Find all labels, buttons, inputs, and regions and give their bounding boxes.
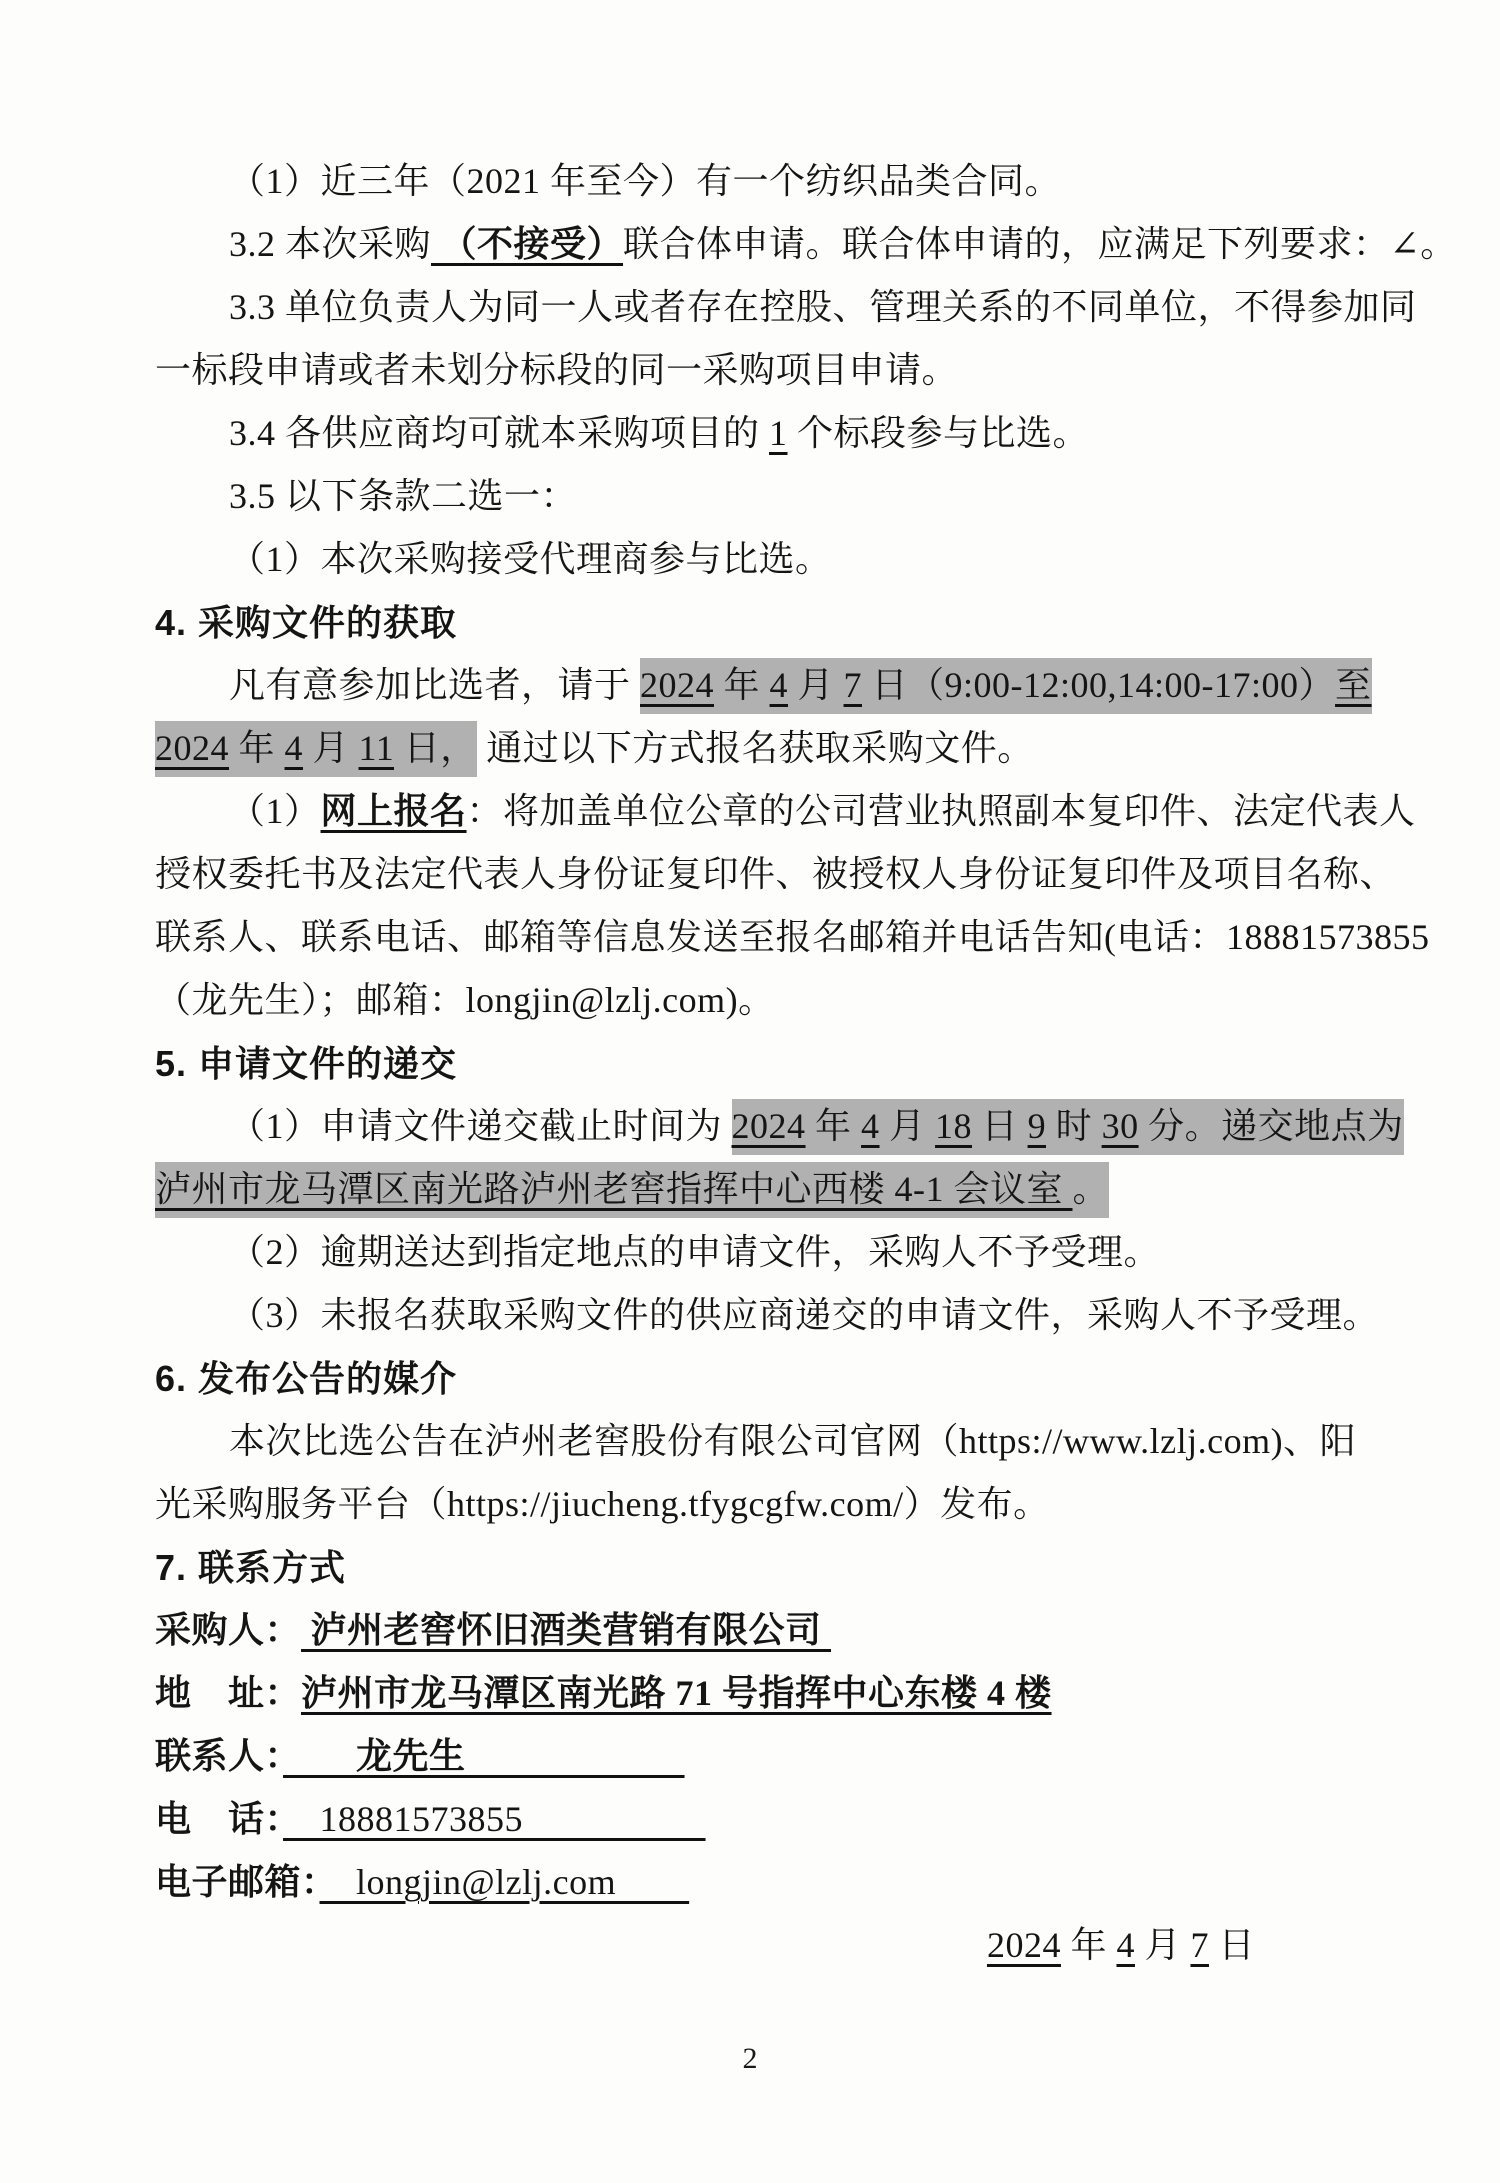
text-segment: 日（9:00-12:00,14:00-17:00） bbox=[862, 658, 1335, 714]
clause-3-2 bbox=[155, 213, 1457, 276]
contact-email bbox=[155, 1851, 1355, 1914]
text-segment: 泸州老窖怀旧酒类营销有限公司 bbox=[301, 1610, 832, 1650]
contact-purchaser bbox=[155, 1599, 1355, 1662]
text-segment: longjin@lzlj.com bbox=[319, 1862, 690, 1902]
text-segment: 月 bbox=[1134, 1925, 1191, 1965]
text-segment: 电 话： bbox=[155, 1799, 284, 1839]
section-4-heading bbox=[155, 591, 1355, 654]
section-4-line-1 bbox=[155, 654, 1372, 717]
text-segment: （1） bbox=[229, 791, 321, 831]
text-segment: 4. 采购文件的获取 bbox=[155, 602, 458, 643]
text-segment: （1）本次采购接受代理商参与比选。 bbox=[229, 539, 832, 579]
text-segment: （不接受） bbox=[431, 224, 624, 264]
text-segment: （1）申请文件递交截止时间为 bbox=[229, 1106, 732, 1146]
text-segment: 本次比选公告在泸州老窖股份有限公司官网（https://www.lzlj.com)、阳 bbox=[229, 1421, 1357, 1461]
clause-3-5-option-1 bbox=[155, 528, 1355, 591]
section-6-heading bbox=[155, 1347, 1355, 1410]
text-segment: 联系人、联系电话、邮箱等信息发送至报名邮箱并电话告知(电话：18881573855 bbox=[155, 917, 1430, 957]
text-segment: 年 bbox=[1060, 1925, 1117, 1965]
section-6-line-2 bbox=[155, 1473, 1355, 1536]
section-5-item-2 bbox=[155, 1221, 1355, 1284]
text-segment: 日 bbox=[972, 1099, 1028, 1155]
document-body bbox=[155, 150, 1457, 1977]
text-segment: 2024 bbox=[640, 658, 714, 714]
section-5-item-3 bbox=[155, 1284, 1380, 1347]
text-segment: 网上报名 bbox=[320, 791, 467, 831]
text-segment: 年 bbox=[806, 1099, 862, 1155]
clause-3-3-line-2 bbox=[155, 339, 1355, 402]
text-segment: 18 bbox=[935, 1099, 972, 1155]
text-segment: 3.2 本次采购 bbox=[229, 224, 432, 264]
text-segment: 个标段参与比选。 bbox=[787, 413, 1090, 453]
text-segment: 。 bbox=[1420, 224, 1457, 264]
text-segment: 2024 bbox=[155, 721, 229, 777]
text-segment: 日 bbox=[1208, 1925, 1255, 1965]
text-segment: 联合体申请。联合体申请的，应满足下列要求： bbox=[623, 224, 1390, 264]
text-segment: 。 bbox=[1073, 1162, 1110, 1218]
clause-list-item-1 bbox=[155, 150, 1355, 213]
text-segment: 年 bbox=[229, 721, 285, 777]
text-segment: （龙先生）；邮箱：longjin@lzlj.com)。 bbox=[155, 980, 775, 1020]
text-segment: （2）逾期送达到指定地点的申请文件，采购人不予受理。 bbox=[229, 1232, 1161, 1272]
registration-line-1 bbox=[155, 780, 1416, 843]
clause-3-4 bbox=[155, 402, 1355, 465]
text-segment: 通过以下方式报名获取采购文件。 bbox=[476, 728, 1034, 768]
text-segment: 采购人： bbox=[155, 1610, 302, 1650]
text-segment: 3.3 单位负责人为同一人或者存在控股、管理关系的不同单位，不得参加同 bbox=[229, 287, 1417, 327]
section-5-heading bbox=[155, 1032, 1355, 1095]
text-segment: 2024 bbox=[732, 1099, 806, 1155]
clause-3-5 bbox=[155, 465, 1355, 528]
text-segment: 5. 申请文件的递交 bbox=[155, 1043, 458, 1084]
section-5-line-2 bbox=[155, 1158, 1355, 1221]
text-segment: 分。 bbox=[1139, 1099, 1222, 1155]
text-segment: 6. 发布公告的媒介 bbox=[155, 1358, 458, 1399]
text-segment: 3.5 以下条款二选一： bbox=[229, 476, 578, 516]
text-segment: 2024 bbox=[986, 1925, 1061, 1965]
text-segment: 联系人： bbox=[155, 1736, 284, 1776]
text-segment: 月 bbox=[880, 1099, 936, 1155]
section-6-line-1 bbox=[155, 1410, 1355, 1473]
text-segment: 时 bbox=[1046, 1099, 1102, 1155]
text-segment: 年 bbox=[714, 658, 770, 714]
text-segment: 至 bbox=[1335, 658, 1372, 714]
clause-3-3-line-1 bbox=[155, 276, 1417, 339]
registration-line-3 bbox=[155, 906, 1430, 969]
contact-person bbox=[155, 1725, 1355, 1788]
text-segment: 4 bbox=[770, 658, 789, 714]
text-segment: 11 bbox=[359, 721, 395, 777]
text-segment: 授权委托书及法定代表人身份证复印件、被授权人身份证复印件及项目名称、 bbox=[155, 854, 1397, 894]
contact-phone bbox=[155, 1788, 1355, 1851]
text-segment: 龙先生 bbox=[283, 1736, 685, 1776]
text-segment: 1 bbox=[769, 413, 788, 453]
text-segment: 30 bbox=[1102, 1099, 1139, 1155]
text-segment: 月 bbox=[303, 721, 359, 777]
text-segment: 3.4 各供应商均可就本采购项目的 bbox=[229, 413, 770, 453]
text-segment: 凡有意参加比选者，请于 bbox=[229, 665, 641, 705]
text-segment: 地 址： bbox=[155, 1673, 302, 1713]
text-segment: 7. 联系方式 bbox=[155, 1547, 347, 1588]
text-segment: 7 bbox=[1190, 1925, 1209, 1965]
text-segment: （3）未报名获取采购文件的供应商递交的申请文件，采购人不予受理。 bbox=[229, 1295, 1380, 1335]
text-segment: 9 bbox=[1028, 1099, 1047, 1155]
section-4-line-2 bbox=[155, 717, 1355, 780]
registration-line-2 bbox=[155, 843, 1397, 906]
date-line bbox=[155, 1914, 1355, 1977]
text-segment: 日， bbox=[394, 721, 477, 777]
text-segment: ∠ bbox=[1389, 224, 1421, 264]
text-segment: 递交地点为 bbox=[1221, 1099, 1404, 1155]
text-segment: 电子邮箱： bbox=[155, 1862, 320, 1902]
text-segment: 月 bbox=[788, 658, 844, 714]
section-7-heading bbox=[155, 1536, 1355, 1599]
page-number: 2 bbox=[742, 2042, 758, 2075]
text-segment: 7 bbox=[844, 658, 863, 714]
text-segment: 泸州市龙马潭区南光路泸州老窖指挥中心西楼 4-1 会议室 bbox=[155, 1162, 1073, 1218]
text-segment: 泸州市龙马潭区南光路 71 号指挥中心东楼 4 楼 bbox=[301, 1673, 1052, 1713]
text-segment: （1）近三年（2021 年至今）有一个纺织品类合同。 bbox=[229, 161, 1062, 201]
section-5-line-1 bbox=[155, 1095, 1404, 1158]
registration-line-4 bbox=[155, 969, 1355, 1032]
text-segment: 4 bbox=[285, 721, 304, 777]
text-segment: 一标段申请或者未划分标段的同一采购项目申请。 bbox=[155, 350, 959, 390]
contact-address bbox=[155, 1662, 1355, 1725]
text-segment: 4 bbox=[861, 1099, 880, 1155]
text-segment: ：将加盖单位公章的公司营业执照副本复印件、法定代表人 bbox=[466, 791, 1416, 831]
text-segment: 18881573855 bbox=[283, 1799, 706, 1839]
text-segment: 光采购服务平台（https://jiucheng.tfygcgfw.com/）发布。 bbox=[155, 1484, 1050, 1524]
text-segment: 4 bbox=[1116, 1925, 1135, 1965]
